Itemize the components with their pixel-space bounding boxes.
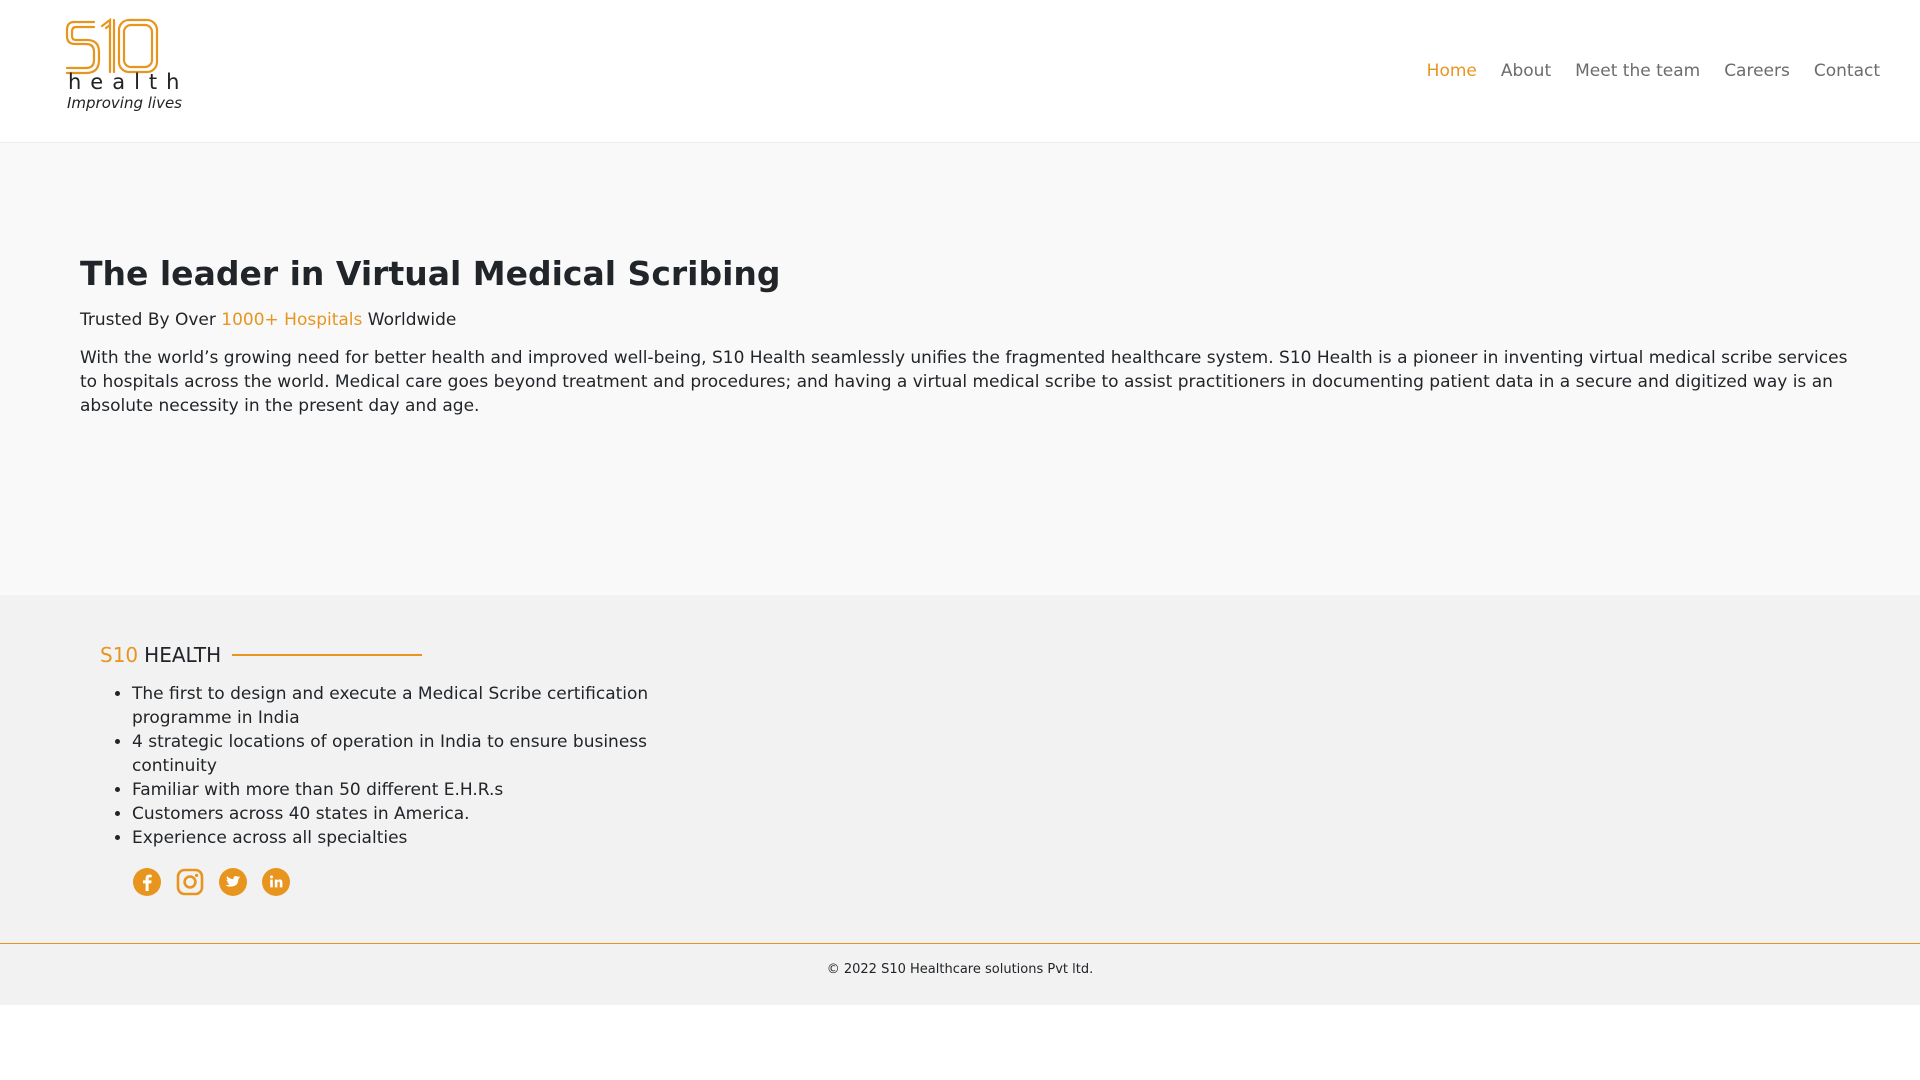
info-heading: [100, 643, 422, 667]
list-item: • Customers across 40 states in America.: [132, 802, 662, 826]
logo-wordmark: health: [68, 70, 189, 94]
nav-meet-the-team[interactable]: Meet the team: [1575, 61, 1701, 81]
hero-subtitle: [80, 310, 456, 330]
list-item: • Experience across all specialties: [132, 826, 662, 850]
nav-home[interactable]: Home: [1426, 61, 1477, 81]
hero-subtitle-suffix: Worldwide: [362, 310, 457, 330]
logo[interactable]: [64, 16, 194, 116]
nav-contact[interactable]: Contact: [1813, 61, 1880, 81]
nav-careers[interactable]: Careers: [1724, 61, 1790, 81]
s10-logo-mark-icon: [64, 16, 160, 76]
nav-about[interactable]: About: [1500, 61, 1552, 81]
heading-divider: [232, 654, 422, 656]
list-item: • The first to design and execute a Medical Scribe certification programme in India: [132, 682, 662, 730]
social-links: [132, 867, 291, 897]
copyright-text: © 2022 S10 Healthcare solutions Pvt ltd.: [826, 962, 1094, 977]
hero-title: The leader in Virtual Medical Scribing: [80, 254, 781, 293]
info-heading-text: HEALTH: [144, 643, 222, 667]
company-info-section: [0, 595, 1920, 944]
facebook-icon[interactable]: [132, 867, 162, 897]
site-header: [0, 0, 1920, 143]
list-item: • Familiar with more than 50 different E.H.R.s: [132, 778, 662, 802]
highlights-list: [132, 682, 662, 850]
hero-section: [0, 143, 1920, 595]
hero-subtitle-prefix: Trusted By Over: [80, 310, 222, 330]
list-item: • 4 strategic locations of operation in India to ensure business continuity: [132, 730, 662, 778]
copyright-bar: [0, 944, 1920, 1005]
logo-tagline: Improving lives: [67, 94, 182, 112]
info-heading-accent: S10: [100, 643, 139, 667]
linkedin-icon[interactable]: [261, 867, 291, 897]
hero-subtitle-highlight: 1000+ Hospitals: [221, 310, 363, 330]
instagram-icon[interactable]: [175, 867, 205, 897]
main-nav: [1415, 60, 1892, 82]
hero-description: With the world’s growing need for better health and improved well-being, S10 Health seamlessly unifies the fragmented healthcare system. S10 Health is a pioneer in inventing virtual medical scribe services to hospitals across the world. Medical care goes beyond treatment and procedures; and having a virtual medical scribe to assist practitioners in documenting patient data in a secure and digitized way is an absolute necessity in the present day and age.: [80, 348, 1848, 416]
twitter-icon[interactable]: [218, 867, 248, 897]
